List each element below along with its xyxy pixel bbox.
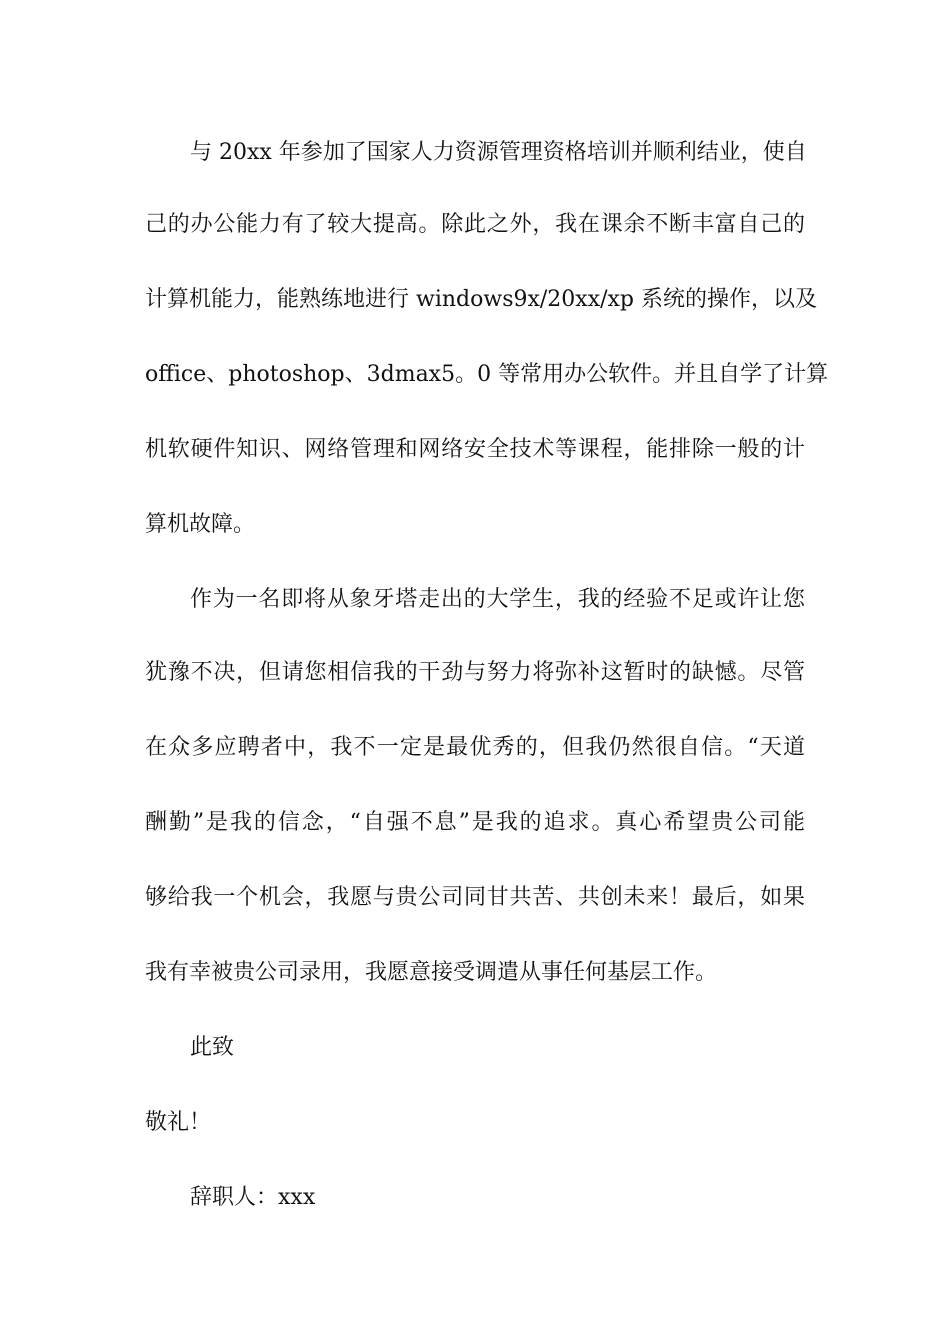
paragraph-2-line-1: 作为一名即将从象牙塔走出的大学生，我的经验不足或许让您 <box>190 587 805 612</box>
paragraph-1-line-5: 机软硬件知识、网络管理和网络安全技术等课程，能排除一般的计 <box>145 437 805 462</box>
signature: 辞职人：xxx <box>190 1185 316 1210</box>
paragraph-1-line-3: 计算机能力，能熟练地进行 windows9x/20xx/xp 系统的操作，以及 <box>145 287 818 312</box>
paragraph-1-line-6: 算机故障。 <box>145 512 256 537</box>
paragraph-2-line-2: 犹豫不决，但请您相信我的干劲与努力将弥补这暂时的缺憾。尽管 <box>145 660 805 685</box>
paragraph-2-line-3: 在众多应聘者中，我不一定是最优秀的，但我仍然很自信。“天道 <box>145 735 805 760</box>
paragraph-1-line-2: 己的办公能力有了较大提高。除此之外，我在课余不断丰富自己的 <box>145 212 805 237</box>
paragraph-2-line-5: 够给我一个机会，我愿与贵公司同甘共苦、共创未来！最后，如果 <box>145 885 805 910</box>
paragraph-2-line-4: 酬勤”是我的信念，“自强不息”是我的追求。真心希望贵公司能 <box>145 810 805 835</box>
paragraph-2-line-6: 我有幸被贵公司录用，我愿意接受调遣从事任何基层工作。 <box>145 960 718 985</box>
closing-regards: 敬礼！ <box>145 1110 212 1135</box>
paragraph-1-line-1: 与 20xx 年参加了国家人力资源管理资格培训并顺利结业，使自 <box>190 140 807 165</box>
paragraph-1-line-4: office、photoshop、3dmax5。0 等常用办公软件。并且自学了计算 <box>145 362 829 387</box>
closing-salutation: 此致 <box>190 1035 235 1060</box>
